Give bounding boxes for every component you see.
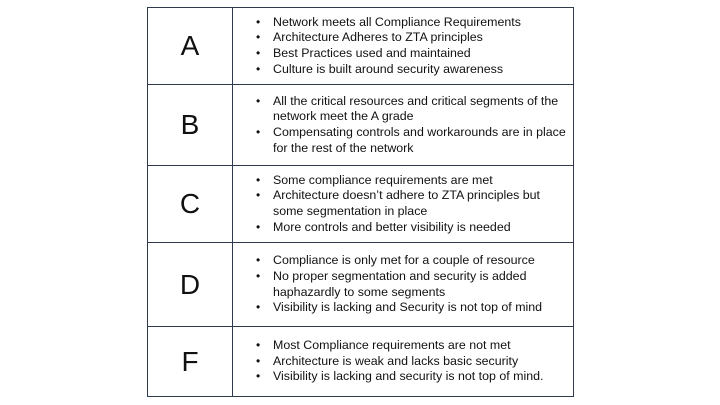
grade-letter: C — [148, 166, 233, 242]
grade-letter: B — [148, 85, 233, 165]
grade-row-a — [148, 8, 573, 84]
criteria-item: • No proper segmentation and security is added haphazardly to some segments — [256, 269, 573, 300]
criteria-item: • Compliance is only met for a couple of resource — [256, 253, 573, 269]
grade-row-f — [148, 326, 573, 396]
criteria-item: • Architecture doesn’t adhere to ZTA principles but some segmentation in place — [256, 188, 573, 219]
grade-criteria — [234, 85, 573, 165]
criteria-item: • Architecture Adheres to ZTA principles — [256, 30, 573, 46]
grade-row-d — [148, 242, 573, 326]
grade-letter: A — [148, 8, 233, 84]
criteria-list — [256, 253, 573, 315]
grade-criteria — [234, 166, 573, 242]
grade-letter: F — [148, 327, 233, 396]
criteria-list — [256, 338, 573, 385]
grade-row-c — [148, 165, 573, 242]
grade-table — [147, 7, 574, 397]
criteria-item: • All the critical resources and critical segments of the network meet the A grade — [256, 94, 573, 125]
criteria-list — [256, 173, 573, 235]
criteria-item: • Some compliance requirements are met — [256, 173, 573, 189]
criteria-item: • Network meets all Compliance Requirements — [256, 15, 573, 31]
grade-row-b — [148, 84, 573, 165]
criteria-item: • Best Practices used and maintained — [256, 46, 573, 62]
criteria-item: • More controls and better visibility is needed — [256, 220, 573, 236]
criteria-item: • Culture is built around security awareness — [256, 62, 573, 78]
criteria-item: • Architecture is weak and lacks basic security — [256, 354, 573, 370]
criteria-list — [256, 15, 573, 77]
criteria-item: • Visibility is lacking and security is not top of mind. — [256, 369, 573, 385]
grade-criteria — [234, 327, 573, 396]
criteria-list — [256, 94, 573, 156]
grade-letter: D — [148, 243, 233, 326]
grade-criteria — [234, 8, 573, 84]
criteria-item: • Compensating controls and workarounds are in place for the rest of the network — [256, 125, 573, 156]
grade-criteria — [234, 243, 573, 326]
criteria-item: • Visibility is lacking and Security is not top of mind — [256, 300, 573, 316]
criteria-item: • Most Compliance requirements are not met — [256, 338, 573, 354]
